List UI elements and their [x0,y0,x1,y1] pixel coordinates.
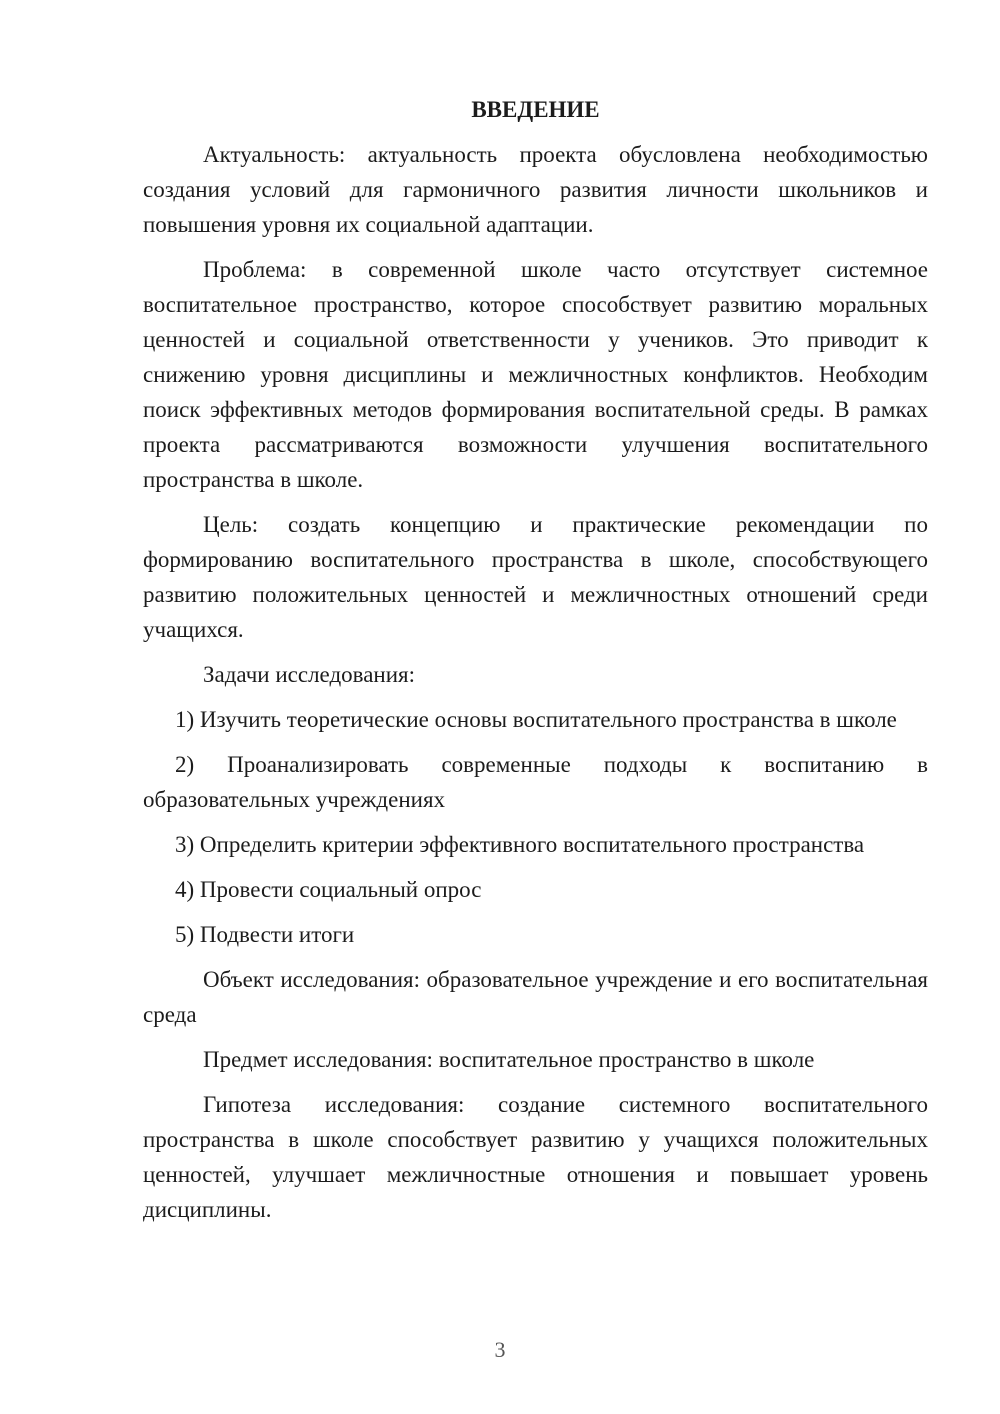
task-item-5: 5) Подвести итоги [175,922,355,947]
section-title: ВВЕДЕНИЕ [471,97,600,122]
subject-paragraph: Предмет исследования: воспитательное пространство в школе [203,1047,815,1072]
page-number: 3 [494,1337,506,1362]
hypothesis-paragraph: Гипотеза исследования: создание системного воспитательного пространства в школе способствует развитию у учащихся положительных ценностей, улучшает межличностные отношения и повышает уровень дисциплины. [143,1092,928,1222]
page-content [143,92,928,1237]
task-item-2: 2) Проанализировать современные подходы к воспитанию в образовательных учреждениях [143,752,928,812]
problem-paragraph: Проблема: в современной школе часто отсутствует системное воспитательное пространство, которое способствует развитию моральных ценностей и социальной ответственности у учеников. Это приводит к снижению уровня дисциплины и межличностных конфликтов. Необходим поиск эффективных методов формирования воспитательной среды. В рамках проекта рассматриваются возможности улучшения воспитательного пространства в школе. [143,257,928,492]
relevance-paragraph: Актуальность: актуальность проекта обусловлена необходимостью создания условий для гармоничного развития личности школьников и повышения уровня их социальной адаптации. [143,142,928,237]
task-item-3: 3) Определить критерии эффективного воспитательного пространства [175,832,865,857]
object-paragraph: Объект исследования: образовательное учреждение и его воспитательная среда [143,967,928,1027]
task-item-1: 1) Изучить теоретические основы воспитательного пространства в школе [175,707,897,732]
goal-paragraph: Цель: создать концепцию и практические рекомендации по формированию воспитательного пространства в школе, способствующего развитию положительных ценностей и межличностных отношений среди учащихся. [143,512,928,642]
task-item-4: 4) Провести социальный опрос [175,877,482,902]
tasks-heading: Задачи исследования: [203,662,416,687]
